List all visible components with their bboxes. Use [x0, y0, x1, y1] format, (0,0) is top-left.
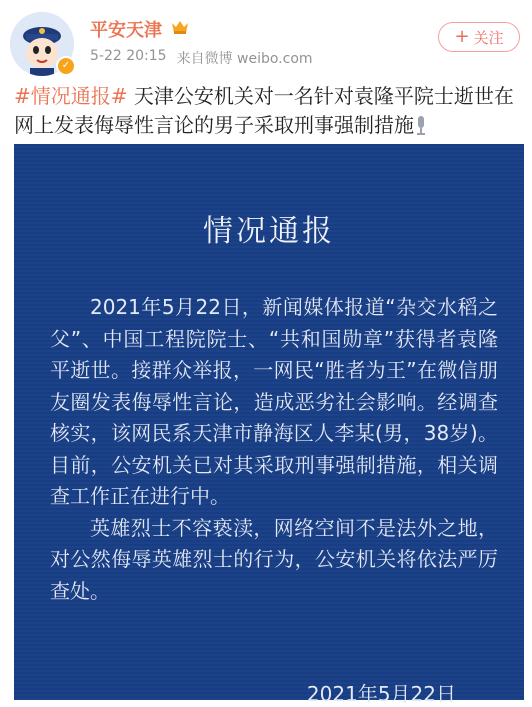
topic-hashtag-link[interactable]: #情况通报# — [14, 84, 128, 108]
notice-title: 情况通报 — [203, 214, 335, 249]
post-source: 来自微博 weibo.com — [176, 51, 313, 67]
vip-crown-icon[interactable] — [171, 19, 189, 35]
notice-date: 2021年5月22日 — [306, 682, 456, 706]
post-text — [14, 82, 522, 140]
post-meta — [90, 48, 313, 68]
notice-paragraph: 2021年5月22日，新闻媒体报道“杂交水稻之父”、中国工程院院士、“共和国勋章”获得者袁隆平逝世。接群众举报，一网民“胜者为王”在微信朋友圈发表侮辱性言论，造成恶劣社会影响。经调查核实，该网民系天津市静海区人李某(男，38岁)。目前，公安机关已对其采取刑事强制措施，相关调查工作正在进行中。 — [50, 295, 498, 508]
verified-badge-icon: ✓ — [56, 56, 76, 76]
follow-button[interactable] — [438, 22, 520, 52]
notice-paragraph: 英雄烈士不容亵渎，网络空间不是法外之地，对公然侮辱英雄烈士的行为，公安机关将依法严厉查处。 — [50, 515, 498, 603]
microphone-icon — [416, 115, 426, 135]
notice-body — [50, 292, 498, 607]
follow-label: 关注 — [473, 28, 504, 47]
notice-image[interactable] — [14, 144, 524, 706]
post-body-text: 天津公安机关对一名针对袁隆平院士逝世在网上发表侮辱性言论的男子采取刑事强制措施 — [14, 84, 514, 137]
author-name[interactable]: 平安天津 — [90, 20, 162, 41]
post-timestamp[interactable]: 5-22 20:15 — [90, 48, 167, 64]
plus-icon: + — [454, 26, 470, 47]
